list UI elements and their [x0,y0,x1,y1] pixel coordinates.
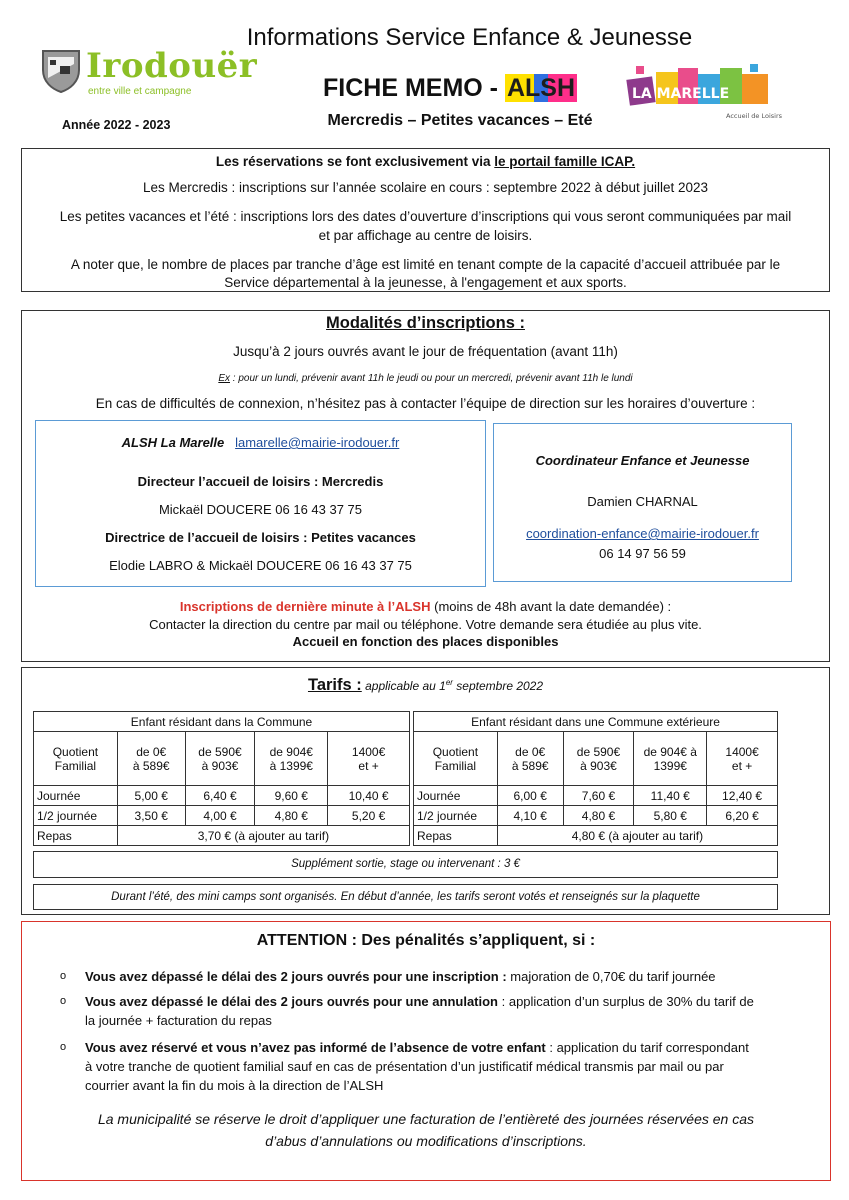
price-cell: 6,00 € [497,786,563,806]
row-label: Repas [34,826,118,846]
price-cell: 10,40 € [328,786,410,806]
tarif-table-header: Enfant résidant dans une Commune extérieure [414,712,778,732]
director-mercredis-title: Directeur l’accueil de loisirs : Mercredis [137,474,384,489]
logo-right-tagline: Accueil de Loisirs [726,112,783,120]
qf-label-1: Quotient [432,744,479,759]
repas-price-cell: 4,80 € (à ajouter au tarif) [497,826,777,846]
penalties-title: ATTENTION : Des pénalités s’appliquent, si : [256,932,596,949]
penalty-consequence: majoration de 0,70€ du tarif journée [506,969,716,984]
bullet-marker: o [60,995,67,1007]
alsh-contact-box [35,420,486,587]
logo-wordmark: Irodouër [86,46,258,86]
penalty-consequence-cont: à votre tranche de quotient familial sauf en cas de présentation d’un justificatif médical transmis par mail ou par [85,1059,724,1074]
penalty-condition: Vous avez dépassé le délai des 2 jours ouvrés pour une annulation [85,994,498,1009]
la-marelle-logo-art [626,64,783,134]
bracket-cell [255,732,328,786]
example-text: : pour un lundi, prévenir avant 11h le jeudi ou pour un mercredi, prévenir avant 11h le lundi [230,373,633,384]
bracket-from: de 0€ [136,744,167,759]
price-cell: 6,20 € [707,806,778,826]
price-cell: 9,60 € [255,786,328,806]
repas-price-cell: 3,70 € (à ajouter au tarif) [117,826,409,846]
coordinator-contact-box [493,423,792,582]
alsh-name: ALSH La Marelle [121,435,225,450]
penalties-section [21,921,831,1181]
tarifs-title: Tarifs : [307,676,362,694]
penalty-text [85,992,754,1030]
director-vacances-contact: Elodie LABRO & Mickaël DOUCERE 06 16 43 37 75 [109,558,412,573]
price-cell: 5,00 € [117,786,185,806]
penalty-consequence: : application du tarif correspondant [545,1040,749,1055]
bracket-cell [117,732,185,786]
bracket-from: 1400€ [351,744,386,759]
table-row [414,826,778,846]
row-label: Repas [414,826,498,846]
table-row [414,786,778,806]
memo-title-prefix: FICHE MEMO - [323,74,505,102]
bracket-cell [497,732,563,786]
row-label: Journée [414,786,498,806]
price-cell: 4,80 € [255,806,328,826]
coordinator-title: Coordinateur Enfance et Jeunesse [535,453,750,468]
bracket-from: de 904€ [269,744,313,759]
bracket-from: de 590€ [576,744,621,759]
reservations-heading-text: Les réservations se font exclusivement via [215,154,495,169]
row-label: Journée [34,786,118,806]
reservations-vacances-2: et par affichage au centre de loisirs. [318,228,533,243]
bracket-from: de 904€ à [643,744,697,759]
reservations-note-1: A noter que, le nombre de places par tranche d’âge est limité en tenant compte de la capacité d’accueil attribuée par le [70,257,781,272]
bracket-from: de 590€ [198,744,242,759]
supplement-note: Supplément sortie, stage ou intervenant : 3 € [33,851,778,878]
tarifs-applicable-prefix: applicable au 1 [361,679,446,693]
qf-label-1: Quotient [52,744,99,759]
reservations-vacances-1: Les petites vacances et l’été : inscriptions lors des dates d’ouverture d’inscriptions qui vous seront communiquées par mail [59,209,792,224]
bracket-to: 1399€ [653,758,687,773]
la-marelle-logo [626,64,783,134]
qf-label [34,732,118,786]
table-row [34,786,410,806]
tarif-table-header: Enfant résidant dans la Commune [34,712,410,732]
last-minute-detail: (moins de 48h avant la date demandée) : [430,599,672,614]
bracket-cell [328,732,410,786]
table-row [34,806,410,826]
page-title: Informations Service Enfance & Jeunesse [246,24,693,51]
price-cell: 12,40 € [707,786,778,806]
qf-label [414,732,498,786]
price-cell: 7,60 € [563,786,634,806]
penalty-condition: Vous avez réservé et vous n’avez pas informé de l’absence de votre enfant [85,1040,546,1055]
bracket-to: à 903€ [201,758,239,773]
reservations-section [21,148,830,292]
last-minute-line3: Accueil en fonction des places disponibles [292,634,559,649]
penalty-consequence-cont: la journée + facturation du repas [85,1013,272,1028]
summer-note: Durant l’été, des mini camps sont organisés. En début d’année, les tarifs seront votés et renseignés sur la plaquette [33,884,778,910]
coordinator-name: Damien CHARNAL [587,494,698,509]
coordinator-email-link[interactable]: coordination-enfance@mairie-irodouer.fr [526,526,759,541]
reservations-note-2: Service départemental à la jeunesse, à l'engagement et aux sports. [224,275,627,290]
school-year: Année 2022 - 2023 [62,118,171,132]
qf-label-2: Familial [434,758,477,773]
bracket-to: à 903€ [580,758,617,773]
last-minute-line1 [22,599,829,614]
price-cell: 5,80 € [634,806,707,826]
bracket-to: à 589€ [132,758,170,773]
shield-crest-icon [40,48,82,94]
bracket-cell [563,732,634,786]
last-minute-heading: Inscriptions de dernière minute à l’ALSH [179,599,431,614]
row-label: 1/2 journée [414,806,498,826]
bracket-to: à 589€ [511,758,549,773]
closing-note-1: La municipalité se réserve le droit d’appliquer une facturation de l’entièreté des journées réservées en cas [97,1111,755,1127]
director-vacances-title: Directrice de l’accueil de loisirs : Petites vacances [105,530,416,545]
modalites-example [22,373,829,384]
bullet-marker: o [60,970,67,982]
tarif-table-commune [33,711,410,846]
tarifs-applicable-sup: er [445,678,453,687]
memo-title-alsh: ALSH [506,74,575,102]
penalty-text [85,1038,749,1095]
price-cell: 11,40 € [634,786,707,806]
penalty-text [85,967,716,986]
price-cell: 4,80 € [563,806,634,826]
bracket-to: et + [358,758,379,773]
bullet-marker: o [60,1041,67,1053]
penalty-condition: Vous avez dépassé le délai des 2 jours ouvrés pour une inscription : [85,969,507,984]
bracket-cell [634,732,707,786]
table-row [414,806,778,826]
bracket-to: à 1399€ [269,758,313,773]
icap-portal-link[interactable]: le portail famille ICAP. [494,154,636,169]
reservations-heading [22,152,829,172]
price-cell: 5,20 € [328,806,410,826]
last-minute-line2: Contacter la direction du centre par mail ou téléphone. Votre demande sera étudiée au plus vite. [149,617,702,632]
memo-title [300,74,600,103]
bracket-cell [707,732,778,786]
reservations-mercredis: Les Mercredis : inscriptions sur l’année scolaire en cours : septembre 2022 à début juillet 2023 [142,180,709,195]
page-subtitle: Mercredis – Petites vacances – Eté [327,112,593,129]
bracket-from: de 0€ [515,744,546,759]
example-label: Ex [218,373,230,384]
price-cell: 4,10 € [497,806,563,826]
tarifs-applicable-suffix: septembre 2022 [452,679,544,693]
modalites-title: Modalités d’inscriptions : [326,314,525,332]
bracket-from: 1400€ [725,744,759,759]
price-cell: 6,40 € [185,786,255,806]
row-label: 1/2 journée [34,806,118,826]
modalites-deadline: Jusqu’à 2 jours ouvrés avant le jour de fréquentation (avant 11h) [233,344,618,359]
director-mercredis-contact: Mickaël DOUCERE 06 16 43 37 75 [158,502,363,517]
coordinator-email-row [494,526,791,541]
alsh-contact-line [36,435,485,450]
table-row [34,826,410,846]
penalty-consequence-end: courrier avant la fin du mois à la direction de l’ALSH [85,1078,384,1093]
modalites-contact-intro: En cas de difficultés de connexion, n’hésitez pas à contacter l’équipe de direction sur les horaires d’ouverture : [95,396,756,411]
tarifs-heading [22,676,829,695]
alsh-email-link[interactable]: lamarelle@mairie-irodouer.fr [235,435,400,450]
closing-note-2: d’abus d’annulations ou modifications d’inscriptions. [265,1133,587,1149]
price-cell: 3,50 € [117,806,185,826]
logo-right-wordmark: LA MARELLE [632,86,730,102]
irodouer-logo [40,46,258,106]
qf-label-2: Familial [54,758,97,773]
bracket-to: et + [731,758,753,773]
coordinator-phone: 06 14 97 56 59 [599,546,686,561]
logo-tagline: entre ville et campagne [88,86,192,97]
price-cell: 4,00 € [185,806,255,826]
tarif-table-exterieure [413,711,778,846]
bracket-cell [185,732,255,786]
penalty-consequence: : application d’un surplus de 30% du tarif de [498,994,754,1009]
